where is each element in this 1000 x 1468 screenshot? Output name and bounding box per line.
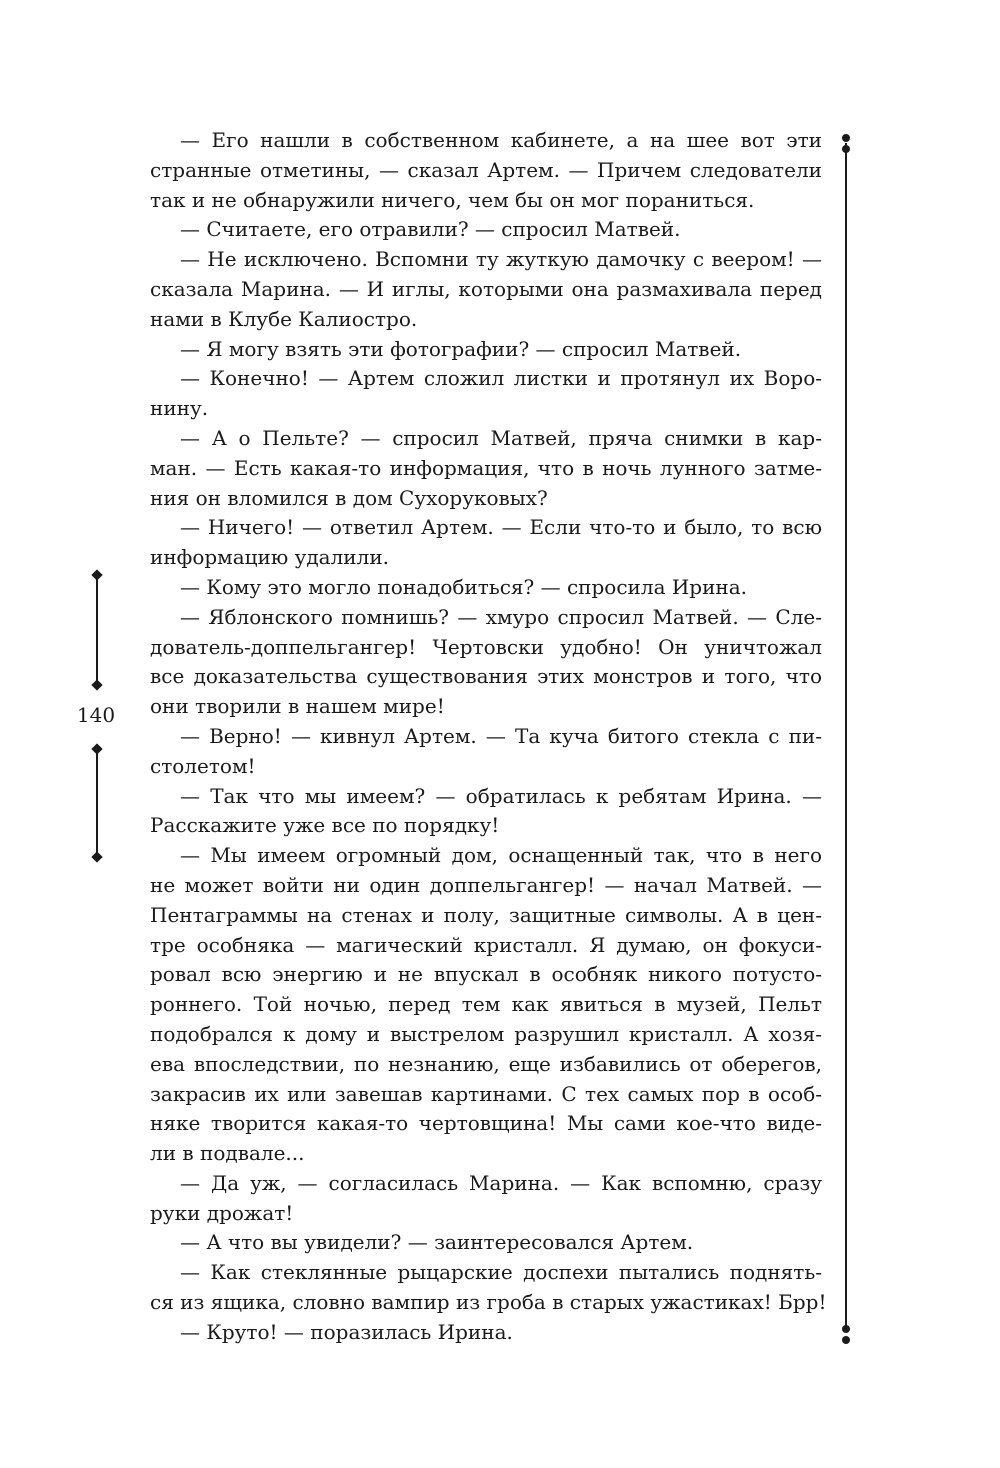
text-line: — Яблонского помнишь? — хмуро спросил Матвей. — Сле- xyxy=(180,604,822,629)
text-line: странные отметины, — сказал Артем. — Причем следователи xyxy=(150,157,822,182)
text-line: — Его нашли в собственном кабинете, а на шее вот эти xyxy=(180,128,822,152)
text-line: не может войти ни один доппельгангер! — начал Матвей. — xyxy=(150,872,822,897)
text-line: — Кому это могло понадобиться? — спросила Ирина. xyxy=(180,574,748,599)
text-line: Пентаграммы на стенах и полу, защитные символы. А в цен- xyxy=(150,902,822,927)
body-text xyxy=(150,126,827,1348)
right-margin-rule xyxy=(845,143,847,1331)
text-line: сказала Марина. — И иглы, которыми она размахивала перед xyxy=(150,276,822,301)
text-line: информацию удалили. xyxy=(150,545,390,570)
text-line: ман. — Есть какая-то информация, что в ночь лунного затме- xyxy=(150,455,822,480)
text-line: — Да уж, — согласилась Марина. — Как вспомню, сразу xyxy=(180,1170,822,1195)
text-line: нину. xyxy=(150,396,209,421)
text-line: — Не исключено. Вспомни ту жуткую дамочку с веером! — xyxy=(180,247,822,272)
left-margin-rule-lower xyxy=(96,752,98,856)
text-line: — Так что мы имеем? — обратилась к ребятам Ирина. — xyxy=(180,783,822,808)
text-line: ева впоследствии, по незнанию, еще избавились от оберегов, xyxy=(150,1051,822,1076)
text-line: — Ничего! — ответил Артем. — Если что-то и было, то всю xyxy=(180,515,822,540)
text-line: — А о Пельте? — спросил Матвей, пряча снимки в кар- xyxy=(180,425,822,450)
text-line: — Как стеклянные рыцарские доспехи пытались поднять- xyxy=(180,1260,822,1285)
page-number: 140 xyxy=(76,703,116,727)
text-line: — А что вы увидели? — заинтересовался Артем. xyxy=(180,1230,694,1255)
ornament-diamond-4 xyxy=(91,851,102,862)
text-line: — Конечно! — Артем сложил листки и протянул их Воро- xyxy=(180,366,822,391)
text-line: дователь-доппельгангер! Чертовски удобно! Он уничтожал xyxy=(150,634,822,659)
text-line: они творили в нашем мире! xyxy=(150,694,445,719)
text-line: Расскажите уже все по порядку! xyxy=(150,813,500,838)
text-line: — Круто! — поразилась Ирина. xyxy=(180,1319,513,1344)
text-line: тре особняка — магический кристалл. Я думаю, он фокуси- xyxy=(150,932,822,957)
left-margin-rule-upper xyxy=(96,578,98,684)
text-line: руки дрожат! xyxy=(150,1200,294,1225)
text-line: — Верно! — кивнул Артем. — Та куча битого стекла с пи- xyxy=(180,723,822,748)
text-line: подобрался к дому и выстрелом разрушил кристалл. А хозя- xyxy=(150,1021,822,1046)
text-line: ровал всю энергию и не впускал в особняк никого потусто- xyxy=(150,962,822,987)
ornament-diamond-2 xyxy=(91,679,102,690)
ornament-dot-bottom-1 xyxy=(842,1325,850,1333)
text-line: — Мы имеем огромный дом, оснащенный так, что в него xyxy=(180,843,822,868)
text-line: — Считаете, его отравили? — спросил Матвей. xyxy=(180,217,681,242)
text-line: все доказательства существования этих монстров и того, что xyxy=(150,664,822,689)
ornament-dot-top-1 xyxy=(842,134,850,142)
text-line: ли в подвале... xyxy=(150,1141,305,1166)
text-line: роннего. Той ночью, перед тем как явиться в музей, Пельт xyxy=(150,992,822,1017)
text-line: — Я могу взять эти фотографии? — спросил Матвей. xyxy=(180,336,742,361)
text-line: няке творится какая-то чертовщина! Мы сами кое-что виде- xyxy=(150,1111,822,1136)
text-line: закрасив их или завешав картинами. С тех самых пор в особ- xyxy=(150,1081,822,1106)
text-line: так и не обнаружили ничего, чем бы он мог пораниться. xyxy=(150,187,755,212)
text-line: ния он вломился в дом Сухоруковых? xyxy=(150,485,548,510)
text-line: столетом! xyxy=(150,753,256,778)
text-line: ся из ящика, словно вампир из гроба в старых ужастиках! Брр! xyxy=(150,1290,827,1315)
text-line: нами в Клубе Калиостро. xyxy=(150,306,418,331)
ornament-dot-bottom-2 xyxy=(842,1336,850,1344)
